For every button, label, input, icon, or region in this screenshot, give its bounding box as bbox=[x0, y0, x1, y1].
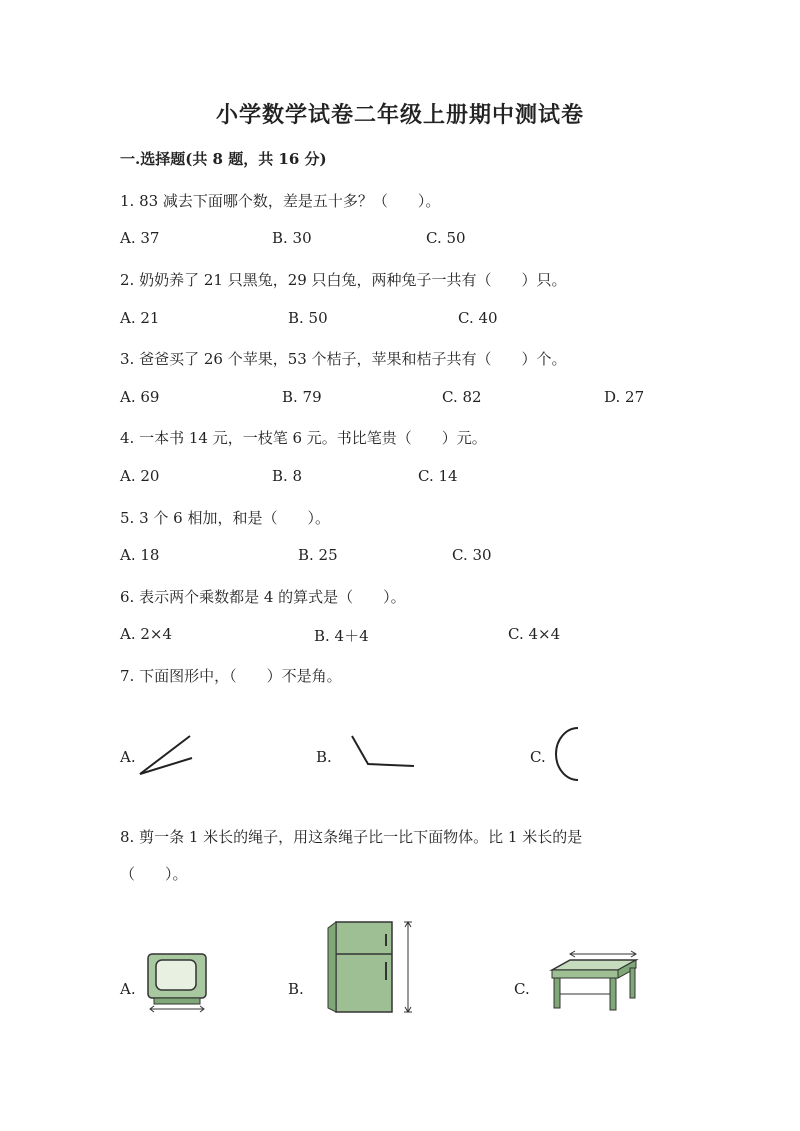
q5-option-b: B. 25 bbox=[298, 546, 338, 564]
question-5: 5. 3 个 6 相加，和是（ ）。 bbox=[120, 509, 330, 527]
q8-option-a: A. bbox=[120, 980, 136, 998]
q4-option-a: A. 20 bbox=[120, 467, 160, 485]
q7-option-c: C. bbox=[530, 748, 546, 766]
arc-figure bbox=[544, 724, 584, 784]
q1-option-c: C. 50 bbox=[426, 229, 466, 247]
page-title: 小学数学试卷二年级上册期中测试卷 bbox=[215, 102, 584, 128]
q6-option-a: A. 2×4 bbox=[120, 625, 173, 643]
question-2: 2. 奶奶养了 21 只黑兔，29 只白兔，两种兔子一共有（ ）只。 bbox=[120, 271, 567, 289]
question-3: 3. 爸爸买了 26 个苹果，53 个桔子，苹果和桔子共有（ ）个。 bbox=[120, 350, 567, 368]
q5-option-c: C. 30 bbox=[452, 546, 492, 564]
q1-option-a: A. 37 bbox=[120, 229, 160, 247]
q8-option-b: B. bbox=[288, 980, 304, 998]
tv-icon bbox=[144, 950, 210, 1014]
obtuse-angle-figure bbox=[348, 730, 418, 772]
refrigerator-icon bbox=[324, 916, 418, 1016]
q3-option-d: D. 27 bbox=[604, 388, 645, 406]
question-1: 1. 83 减去下面哪个数，差是五十多？（ ）。 bbox=[120, 192, 441, 210]
q7-option-a: A. bbox=[120, 748, 136, 766]
question-6: 6. 表示两个乘数都是 4 的算式是（ ）。 bbox=[120, 588, 406, 606]
q4-option-c: C. 14 bbox=[418, 467, 458, 485]
q8-option-c: C. bbox=[514, 980, 530, 998]
q3-option-c: C. 82 bbox=[442, 388, 482, 406]
question-4: 4. 一本书 14 元，一枝笔 6 元。书比笔贵（ ）元。 bbox=[120, 429, 487, 447]
question-7: 7. 下面图形中，（ ）不是角。 bbox=[120, 667, 342, 685]
acute-angle-figure bbox=[136, 728, 200, 780]
q6-option-c: C. 4×4 bbox=[508, 625, 561, 643]
q2-option-a: A. 21 bbox=[120, 309, 160, 327]
question-8: 8. 剪一条 1 米长的绳子，用这条绳子比一比下面物体。比 1 米长的是 bbox=[120, 828, 583, 846]
q7-option-b: B. bbox=[316, 748, 332, 766]
question-8-blank: （ ）。 bbox=[120, 865, 188, 883]
q3-option-b: B. 79 bbox=[282, 388, 322, 406]
table-icon bbox=[548, 944, 640, 1014]
section-heading: 一.选择题(共 8 题，共 16 分) bbox=[120, 150, 327, 168]
q2-option-c: C. 40 bbox=[458, 309, 498, 327]
q3-option-a: A. 69 bbox=[120, 388, 160, 406]
q5-option-a: A. 18 bbox=[120, 546, 160, 564]
q1-option-b: B. 30 bbox=[272, 229, 312, 247]
q4-option-b: B. 8 bbox=[272, 467, 303, 485]
q2-option-b: B. 50 bbox=[288, 309, 328, 327]
q6-option-b: B. 4＋4 bbox=[314, 627, 369, 645]
